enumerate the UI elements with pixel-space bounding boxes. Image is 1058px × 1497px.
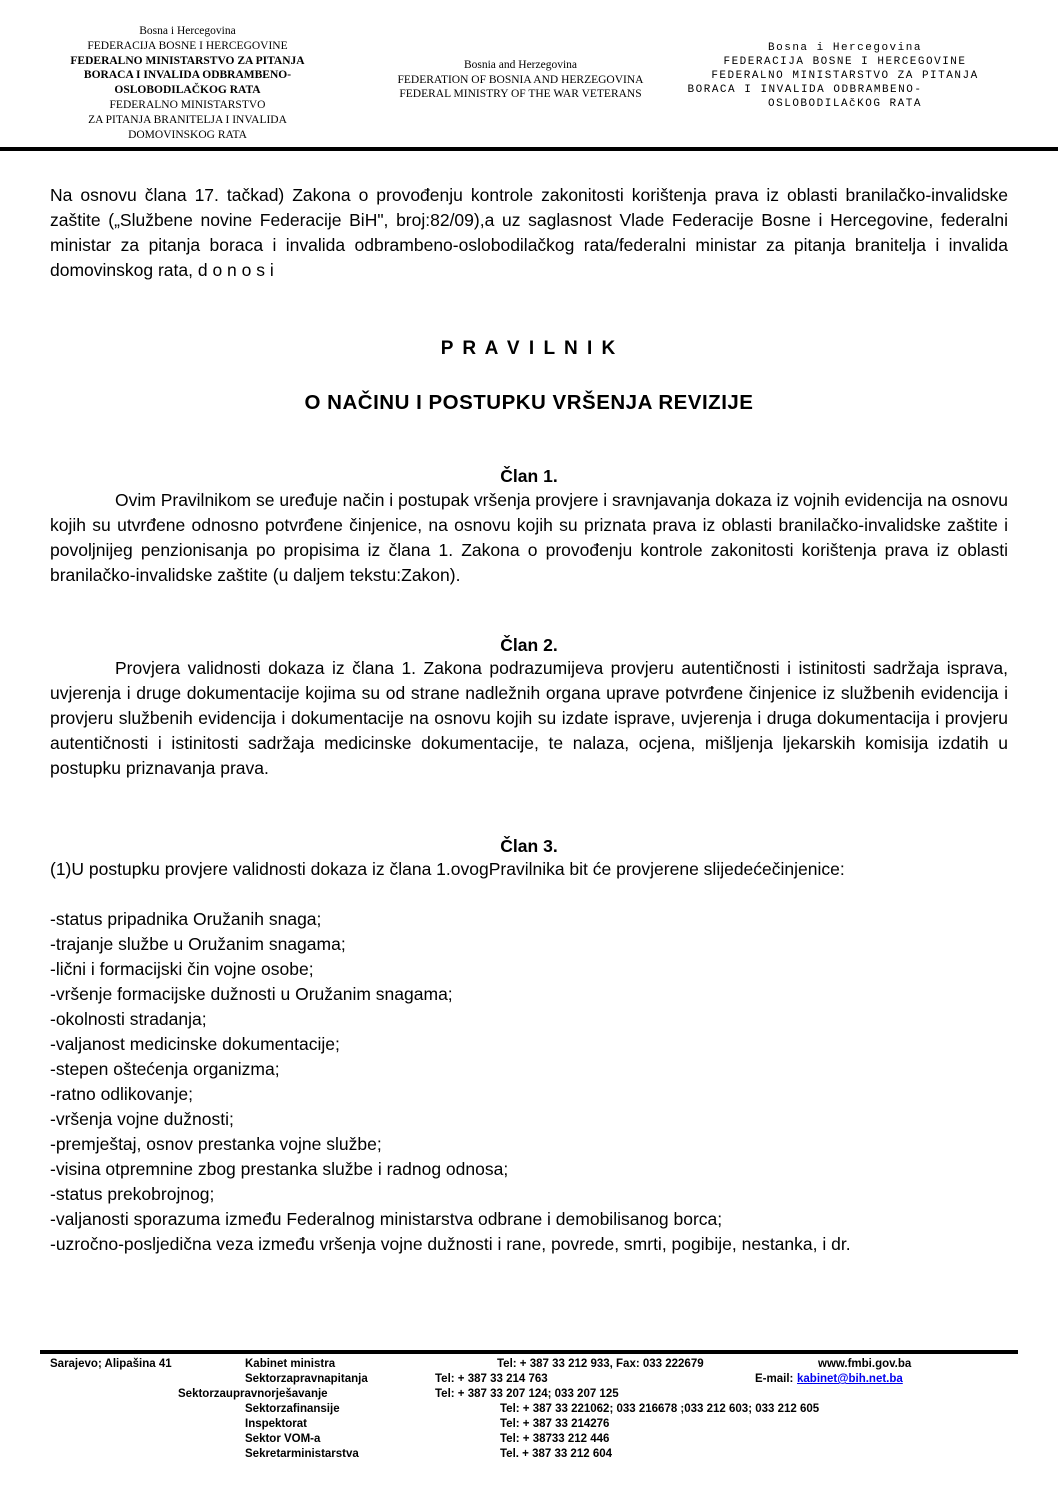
list-item: -visina otpremnine zbog prestanka službe i radnog odnosa; <box>50 1159 509 1179</box>
list-item: -uzročno-posljedična veza između vršenja vojne dužnosti i rane, povrede, smrti, pogibije, nestanka, i dr. <box>50 1234 851 1254</box>
org-line: Bosna i Hercegovina <box>768 42 922 54</box>
footer-dept: Sektorzaupravnorješavanje <box>178 1388 328 1400</box>
footer-tel: Tel. + 387 33 212 604 <box>500 1448 613 1460</box>
footer-website: www.fmbi.gov.ba <box>818 1358 912 1370</box>
org-line: FEDERACIJA BOSNE I HERCEGOVINE <box>87 39 288 52</box>
list-item: -status prekobrojnog; <box>50 1184 215 1204</box>
org-line: FEDERALNO MINISTARSTVO <box>109 98 266 111</box>
org-line: FEDERALNO MINISTARSTVO ZA PITANJA <box>70 54 305 67</box>
list-item: -status pripadnika Oružanih snaga; <box>50 909 322 929</box>
footer-email-link[interactable]: kabinet@bih.net.ba <box>797 1373 903 1385</box>
footer-row <box>0 1402 1058 1417</box>
footer-email-label: E-mail: <box>755 1373 794 1385</box>
list-item: -valjanosti sporazuma između Federalnog ministarstva odbrane i demobilisanog borca; <box>50 1209 723 1229</box>
footer-dept: Sektor VOM-a <box>245 1433 321 1445</box>
footer-tel: Tel: + 38733 212 446 <box>500 1433 610 1445</box>
list-item: -stepen oštećenja organizma; <box>50 1059 280 1079</box>
article-1-heading: Član 1. <box>500 466 558 486</box>
list-item: -trajanje službe u Oružanim snagama; <box>50 934 346 954</box>
org-line: BORACA I INVALIDA ODBRAMBENO- <box>83 69 292 82</box>
header-divider <box>0 147 1058 151</box>
footer-tel: Tel: + 387 33 214 763 <box>435 1373 548 1385</box>
org-line: ZA PITANJA BRANITELJA I INVALIDA <box>88 113 287 126</box>
letterhead-bosnian <box>35 24 340 142</box>
org-line: Bosna i Hercegovina <box>139 25 236 37</box>
footer-dept: Kabinet ministra <box>245 1358 336 1370</box>
list-item: -valjanost medicinske dokumentacije; <box>50 1034 340 1054</box>
footer-address: Sarajevo; Alipašina 41 <box>50 1358 172 1370</box>
footer-row <box>0 1372 1058 1387</box>
letterhead-typewriter <box>675 41 1015 111</box>
footer-tel: Tel: + 387 33 212 933, Fax: 033 222679 <box>497 1358 704 1370</box>
list-item: -lični i formacijski čin vojne osobe; <box>50 959 314 979</box>
list-item: -ratno odlikovanje; <box>50 1084 193 1104</box>
footer-contact-block <box>0 1357 1058 1462</box>
list-item: -vršenja vojne dužnosti; <box>50 1109 234 1129</box>
org-line: OSLOBODILAčKOG RATA <box>768 98 922 110</box>
footer-divider <box>40 1350 1018 1354</box>
org-line: OSLOBODILAČKOG RATA <box>114 84 261 97</box>
org-line: Bosnia and Herzegovina <box>463 59 578 71</box>
org-line: DOMOVINSKOG RATA <box>128 128 247 141</box>
org-line: FEDERACIJA BOSNE I HERCEGOVINE <box>723 56 967 68</box>
list-item: -okolnosti stradanja; <box>50 1009 207 1029</box>
org-line: FEDERAL MINISTRY OF THE WAR VETERANS <box>399 88 642 100</box>
footer-tel: Tel: + 387 33 207 124; 033 207 125 <box>435 1388 619 1400</box>
footer-dept: Sektorzafinansije <box>245 1403 340 1415</box>
list-item: -vršenje formacijske dužnosti u Oružanim snagama; <box>50 984 453 1004</box>
document-subtitle: O NAČINU I POSTUPKU VRŠENJA REVIZIJE <box>304 391 754 414</box>
document-title: P R A V I L N I K <box>440 338 618 359</box>
article-2-heading: Član 2. <box>500 635 558 655</box>
footer-row <box>0 1447 1058 1462</box>
footer-tel: Tel: + 387 33 214276 <box>500 1418 610 1430</box>
article-2-text: Provjera validnosti dokaza iz člana 1. Zakona podrazumijeva provjeru autentičnosti i istinitosti sadržaja isprava, uvjerenja i druge dokumentacije kojima su od strane nadležnih organa uprave potvrđene činjenice iz službenih evidencija i provjeru službenih evidencija i dokumentacije na osnovu kojih su izdate isprave, uvjerenja i druga dokumentacija i provjeru autentičnosti i istinitosti sadržaja medicinske dokumentacije, te nalaza, ocjena, mišljenja ljekarskih komisija izdatih u postupku priznavanja prava. <box>50 658 1008 778</box>
footer-row <box>0 1417 1058 1432</box>
article-3-intro: (1)U postupku provjere validnosti dokaza iz člana 1.ovogPravilnika bit će provjerene slijedećečinjenice: <box>50 859 845 879</box>
footer-dept: Sektorzapravnapitanja <box>245 1373 368 1385</box>
footer-row <box>0 1357 1058 1372</box>
footer-row <box>0 1432 1058 1447</box>
article-3-item-list <box>50 907 1008 1257</box>
footer-row <box>0 1387 1058 1402</box>
intro-paragraph: Na osnovu člana 17. tačkad) Zakona o provođenju kontrole zakonitosti korištenja prava iz oblasti branilačko-invalidske zaštite („Službene novine Federacije BiH", broj:82/09),a uz saglasnost Vlade Federacije Bosne i Hercegovine, federalni ministar za pitanja boraca i invalida odbrambeno-oslobodilačkog rata/federalni ministar za pitanja branitelja i invalida domovinskog rata, d o n o s i <box>50 185 1008 280</box>
footer-tel: Tel: + 387 33 221062; 033 216678 ;033 212 603; 033 212 605 <box>500 1403 820 1415</box>
org-line: BORACA I INVALIDA ODBRAMBENO- <box>687 84 923 96</box>
article-3-heading: Član 3. <box>500 836 558 856</box>
org-line: FEDERALNO MINISTARSTVO ZA PITANJA <box>711 70 979 82</box>
footer-dept: Sekretarministarstva <box>245 1448 359 1460</box>
footer-dept: Inspektorat <box>245 1418 307 1430</box>
article-1-text: Ovim Pravilnikom se uređuje način i postupak vršenja provjere i sravnjavanja dokaza iz vojnih evidencija na osnovu kojih su utvrđene odnosno potvrđene činjenice, na osnovu kojih su priznata prava iz oblasti branilačko-invalidske zaštite i povoljnijeg penzionisanja po propisima iz člana 1. Zakona o provođenju kontrole zakonitosti korištenja prava iz oblasti branilačko-invalidske zaštite (u daljem tekstu:Zakon). <box>50 490 1008 585</box>
org-line: FEDERATION OF BOSNIA AND HERZEGOVINA <box>397 73 644 86</box>
list-item: -premještaj, osnov prestanka vojne službe; <box>50 1134 382 1154</box>
